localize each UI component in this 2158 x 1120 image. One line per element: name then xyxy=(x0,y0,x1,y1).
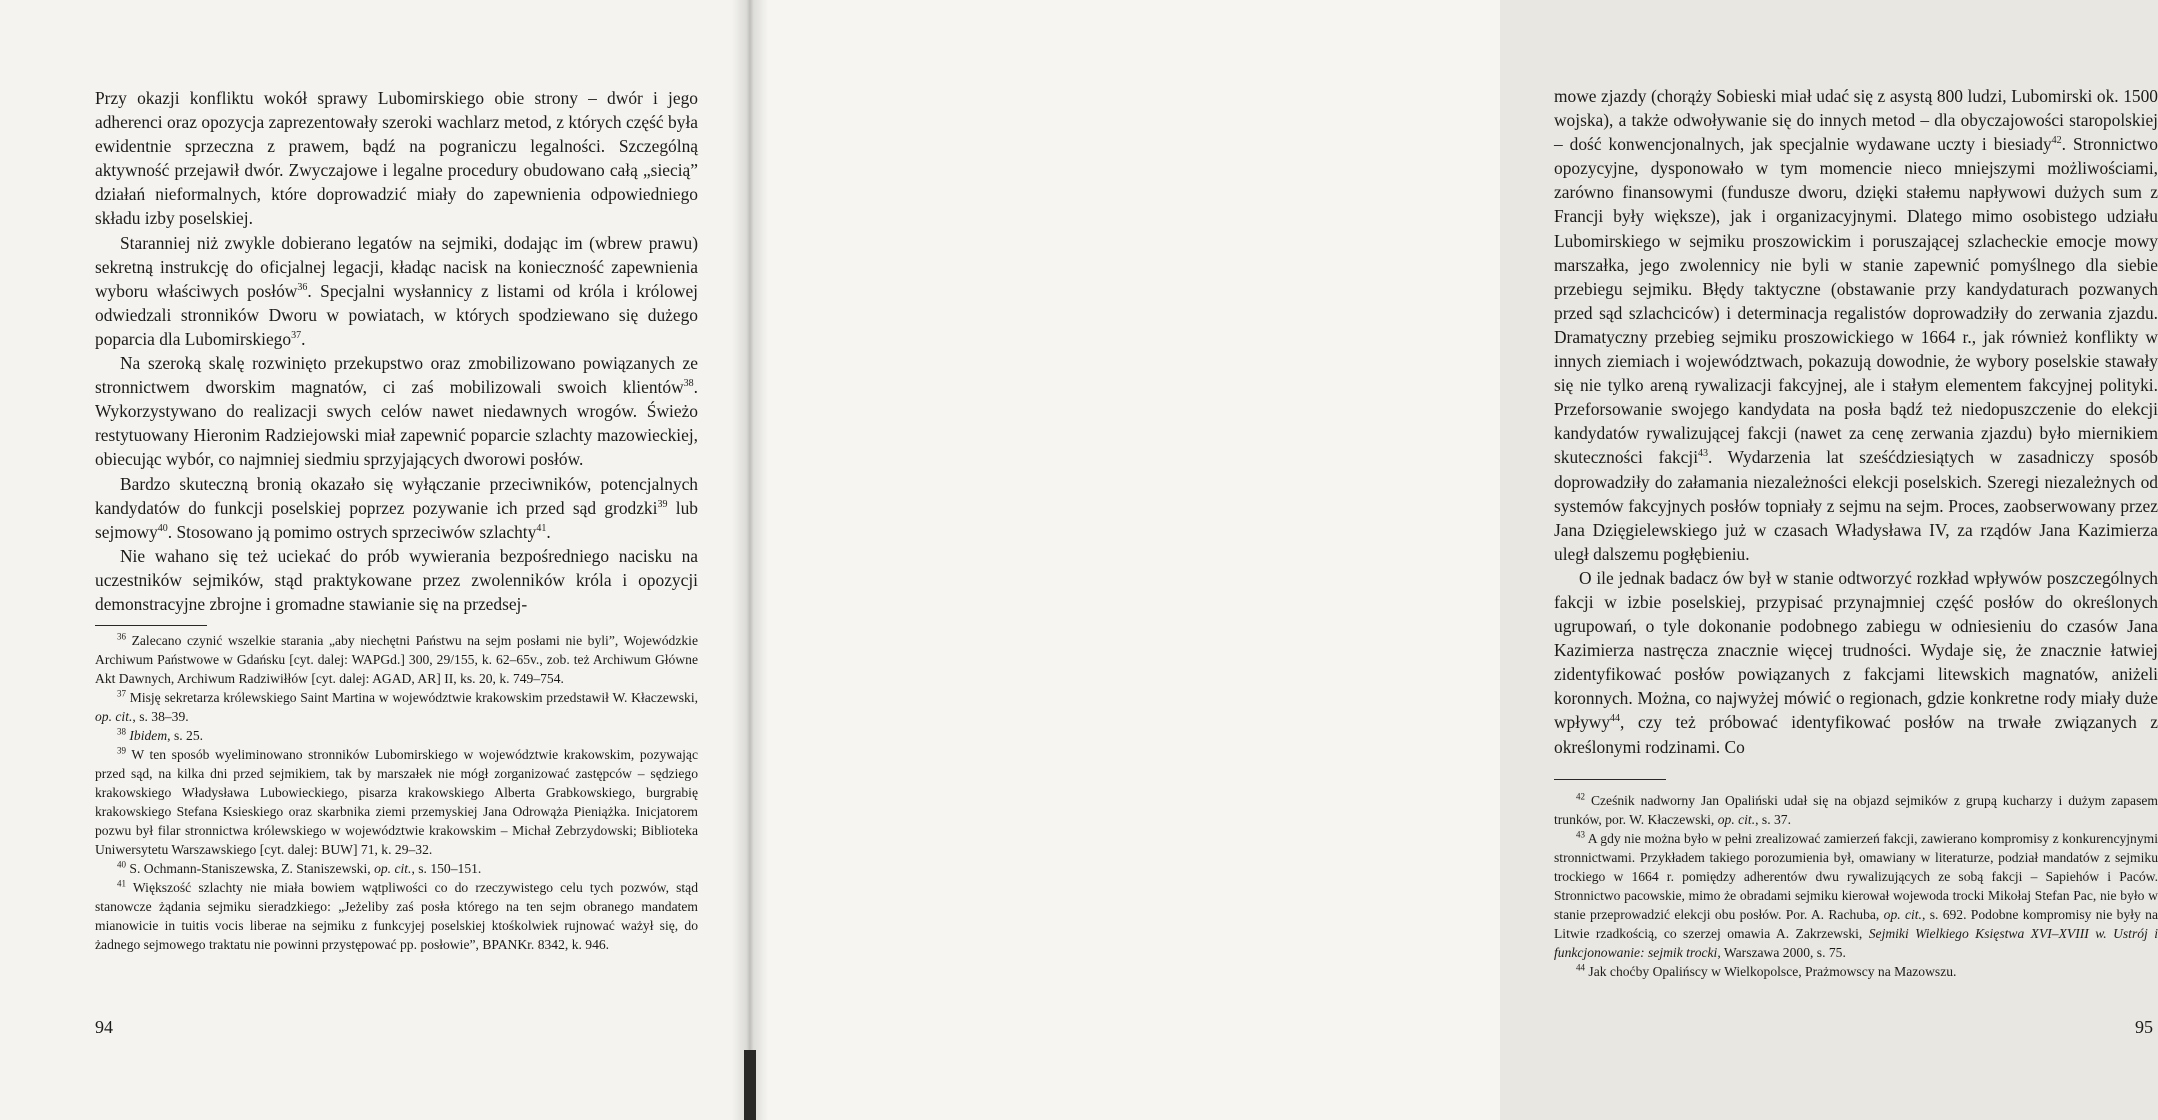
footnote-rule xyxy=(95,625,207,626)
footnote: $^{42}$ Cześnik nadworny Jan Opaliński udał się na objazd sejmików z grupą kucharzy i dużym zapasem trunków, por. W. Kłaczewski, op. cit., s. 37. xyxy=(1554,791,2158,827)
footnote-ref: 44 xyxy=(1610,713,1621,725)
right-footnotes xyxy=(1554,791,2158,981)
footnote-ref: 36 xyxy=(297,281,308,293)
paragraph: mowe zjazdy (chorąży Sobieski miał udać się z asystą 800 ludzi, Lubomirski ok. 1500 wojska), a także odwoływanie się do innych metod – dla obyczajowości staropolskiej – dość konwencjonalnych, jak specjalnie wydawane uczty i biesiady$^{42}$. Stronnictwo opozycyjne, dysponowało w tym momencie nieco mniejszymi możliwościami, zarówno finansowymi (fundusze dworu, dzięki stałemu napływowi dużych sum z Francji były większe), jak i organizacyjnymi. Dlatego mimo osobistego udziału Lubomirskiego w sejmiku proszowickim i poruszającej szlacheckie emocje mowy marszałka, jego zwolennicy nie byli w stanie zapewnić pomyślnego dla siebie przebiegu sejmiku. Błędy taktyczne (obstawanie przy kandydaturach pozwanych przed sąd szlachciców) i determinacja regalistów doprowadziły do zerwania zjazdu. Dramatyczny przebieg sejmiku proszowickiego w 1664 r., jak również konflikty w innych ziemiach i województwach, pokazują dowodnie, że wybory poselskie stawały się nie tylko areną rywalizacji fakcyjnej, ale i stałym elementem fakcyjnej polityki. Przeforsowanie swojego kandydata na posła bądź też niedopuszczenie do elekcji kandydatów rywalizującej fakcji (nawet za cenę zerwania zjazdu) było miernikiem skuteczności fakcji$^{43}$. Wydarzenia lat sześćdziesiątych w zasadniczy sposób doprowadziły do załamania niezależności elekcji poselskich. Szeregi niezależnych od systemów fakcyjnych posłów topniały z sejmu na sejm. Proces, zaobserwowany przez Jana Dzięgielewskiego już w czasach Władysława IV, za rządów Jana Kazimierza uległ dalszemu pogłębieniu. xyxy=(1554,86,2158,564)
right-body-text xyxy=(1554,84,2158,759)
paragraph: Przy okazji konfliktu wokół sprawy Lubomirskiego obie strony – dwór i jego adherenci oraz opozycja zaprezentowały szeroki wachlarz metod, z których część była ewidentnie sprzeczna z prawem, bądź na pograniczu legalności. Szczególną aktywność przejawił dwór. Zwyczajowe i legalne procedury obudowano całą „siecią” działań nieformalnych, które doprowadzić miały do zapewnienia odpowiedniego składu izby poselskiej. xyxy=(95,88,698,229)
paragraph: Nie wahano się też uciekać do prób wywierania bezpośredniego nacisku na uczestników sejmików, stąd praktykowane przez zwolenników króla i opozycji demonstracyjne zbrojne i gromadne stawianie się na przedsej- xyxy=(95,545,698,614)
footnote: $^{44}$ Jak choćby Opalińscy w Wielkopolsce, Prażmowscy na Mazowszu. xyxy=(1576,962,1957,979)
footnote-ref: 39 xyxy=(657,498,668,510)
footnote: $^{38}$ Ibidem, s. 25. xyxy=(117,726,204,743)
page-number: 95 xyxy=(2135,1017,2153,1037)
footnote: $^{37}$ Misję sekretarza królewskiego Saint Martina w województwie krakowskim przedstawił W. Kłaczewski, op. cit., s. 38–39. xyxy=(95,688,698,724)
footnote: $^{40}$ S. Ochmann-Staniszewska, Z. Staniszewski, op. cit., s. 150–151. xyxy=(117,859,482,876)
page-number: 94 xyxy=(95,1017,113,1037)
footnote-ref: 40 xyxy=(157,522,168,534)
footnote: $^{41}$ Większość szlachty nie miała bowiem wątpliwości co do rzeczywistego celu tych pozwów, stąd stanowcze żądania sejmiku sieradzkiego: „Jeżeliby zaś posła którego na ten sejm obranego mandatem mianowicie in tuitis vocis liberae na sejmiku z funkcyjej poselskiej ktośkolwiek rujnować ważył się, do żadnego sejmowego traktatu nie powinni przystępować pp. posłowie”, BPANKr. 8342, k. 946. xyxy=(95,878,699,952)
paragraph: Bardzo skuteczną bronią okazało się wyłączanie przeciwników, potencjalnych kandydatów do funkcji poselskiej poprzez pozywanie ich przed sąd grodzki$^{39}$ lub sejmowy$^{40}$. Stosowano ją pomimo ostrych sprzeciwów szlachty$^{41}$. xyxy=(95,473,698,542)
footnote-ref: 37 xyxy=(291,330,302,342)
paragraph: Na szeroką skalę rozwinięto przekupstwo oraz zmobilizowano powiązanych ze stronnictwem dworskim magnatów, ci zaś mobilizowali swoich klientów$^{38}$. Wykorzystywano do realizacji swych celów nawet niedawnych wrogów. Świeżo restytuowany Hieronim Radziejowski miał zapewnić poparcie szlachty mazowieckiej, obiecując wybór, co najmniej siedmiu sprzyjających dworowi posłów. xyxy=(95,353,698,470)
footnote-ref: 38 xyxy=(683,378,694,390)
left-body-text xyxy=(95,86,698,616)
footnote: $^{39}$ W ten sposób wyeliminowano stronników Lubomirskiego w województwie krakowskim, pozywając przed sąd, na kilka dni przed sejmikiem, tak by marszałek nie mógł zorganizować zastępców – sędziego krakowskiego Władysława Lubowieckiego, pisarza krakowskiego Alberta Grabkowskiego, burgrabię krakowskiego Stefana Ksieskiego oraz skarbnika ziemi przemyskiej Jana Odrowąża Pieniążka. Inicjatorem pozwu był filar stronnictwa królewskiego w województwie krakowskim – Michał Zebrzydowski; Biblioteka Uniwersytetu Warszawskiego [cyt. dalej: BUW] 71, k. 29–32. xyxy=(95,745,699,857)
footnote: $^{43}$ A gdy nie można było w pełni zrealizować zamierzeń fakcji, zawierano kompromisy z konkurencyjnymi stronnictwami. Przykładem takiego porozumienia był, omawiany w literaturze, podział mandatów z sejmiku trockiego w 1664 r. pomiędzy adherentów dwu rywalizujących ze sobą fakcji – Sapiehów i Paców. Stronnictwo pacowskie, mimo że obradami sejmiku kierował wojewoda trocki Mikołaj Stefan Pac, nie było w stanie przeprowadzić elekcji obu posłów. Por. A. Rachuba, op. cit., s. 692. Podobne kompromisy nie były na Litwie rzadkością, co szerzej omawia A. Zakrzewski, Sejmiki Wielkiego Księstwa XVI–XVIII w. Ustrój i funkcjonowanie: sejmik trocki, Warszawa 2000, s. 75. xyxy=(1554,829,2158,960)
left-footnotes xyxy=(95,631,698,954)
footnote-rule xyxy=(1554,779,1666,780)
footnote-ref: 42 xyxy=(2051,135,2062,147)
paragraph: Staranniej niż zwykle dobierano legatów na sejmiki, dodając im (wbrew prawu) sekretną instrukcję do oficjalnej legacji, kładąc nacisk na konieczność zapewnienia wyboru właściwych posłów$^{36}$. Specjalni wysłannicy z listami od króla i królowej odwiedzali stronników Dworu w powiatach, w których spodziewano się dużego poparcia dla Lubomirskiego$^{37}$. xyxy=(95,232,698,349)
footnote-ref: 43 xyxy=(1698,448,1709,460)
right-page xyxy=(750,0,2158,1120)
paragraph: O ile jednak badacz ów był w stanie odtworzyć rozkład wpływów poszczególnych fakcji w izbie poselskiej, przypisać przynajmniej część posłów do określonych ugrupowań, o tyle dokonanie podobnego zabiegu w odniesieniu do czasów Jana Kazimierza nastręcza znacznie więcej trudności. Wydaje się, że znacznie łatwiej zidentyfikować posłów powiązanych z fakcjami litewskich magnatów, aniżeli koronnych. Można, co najwyżej mówić o regionach, gdzie konkretne rody miały duże wpływy$^{44}$, czy też próbować identyfikować posłów na trwałe związanych z określonymi rodzinami. Co xyxy=(1554,567,2158,757)
footnote-ref: 41 xyxy=(536,522,547,534)
footnote: $^{36}$ Zalecano czynić wszelkie starania „aby niechętni Państwu na sejm posłami nie byli”, Wojewódzkie Archiwum Państwowe w Gdańsku [cyt. dalej: WAPGd.] 300, 29/155, k. 62–65v., zob. też Archiwum Główne Akt Dawnych, Archiwum Radziwiłłów [cyt. dalej: AGAD, AR] II, ks. 20, k. 749–754. xyxy=(95,631,698,686)
left-page xyxy=(0,0,750,1120)
